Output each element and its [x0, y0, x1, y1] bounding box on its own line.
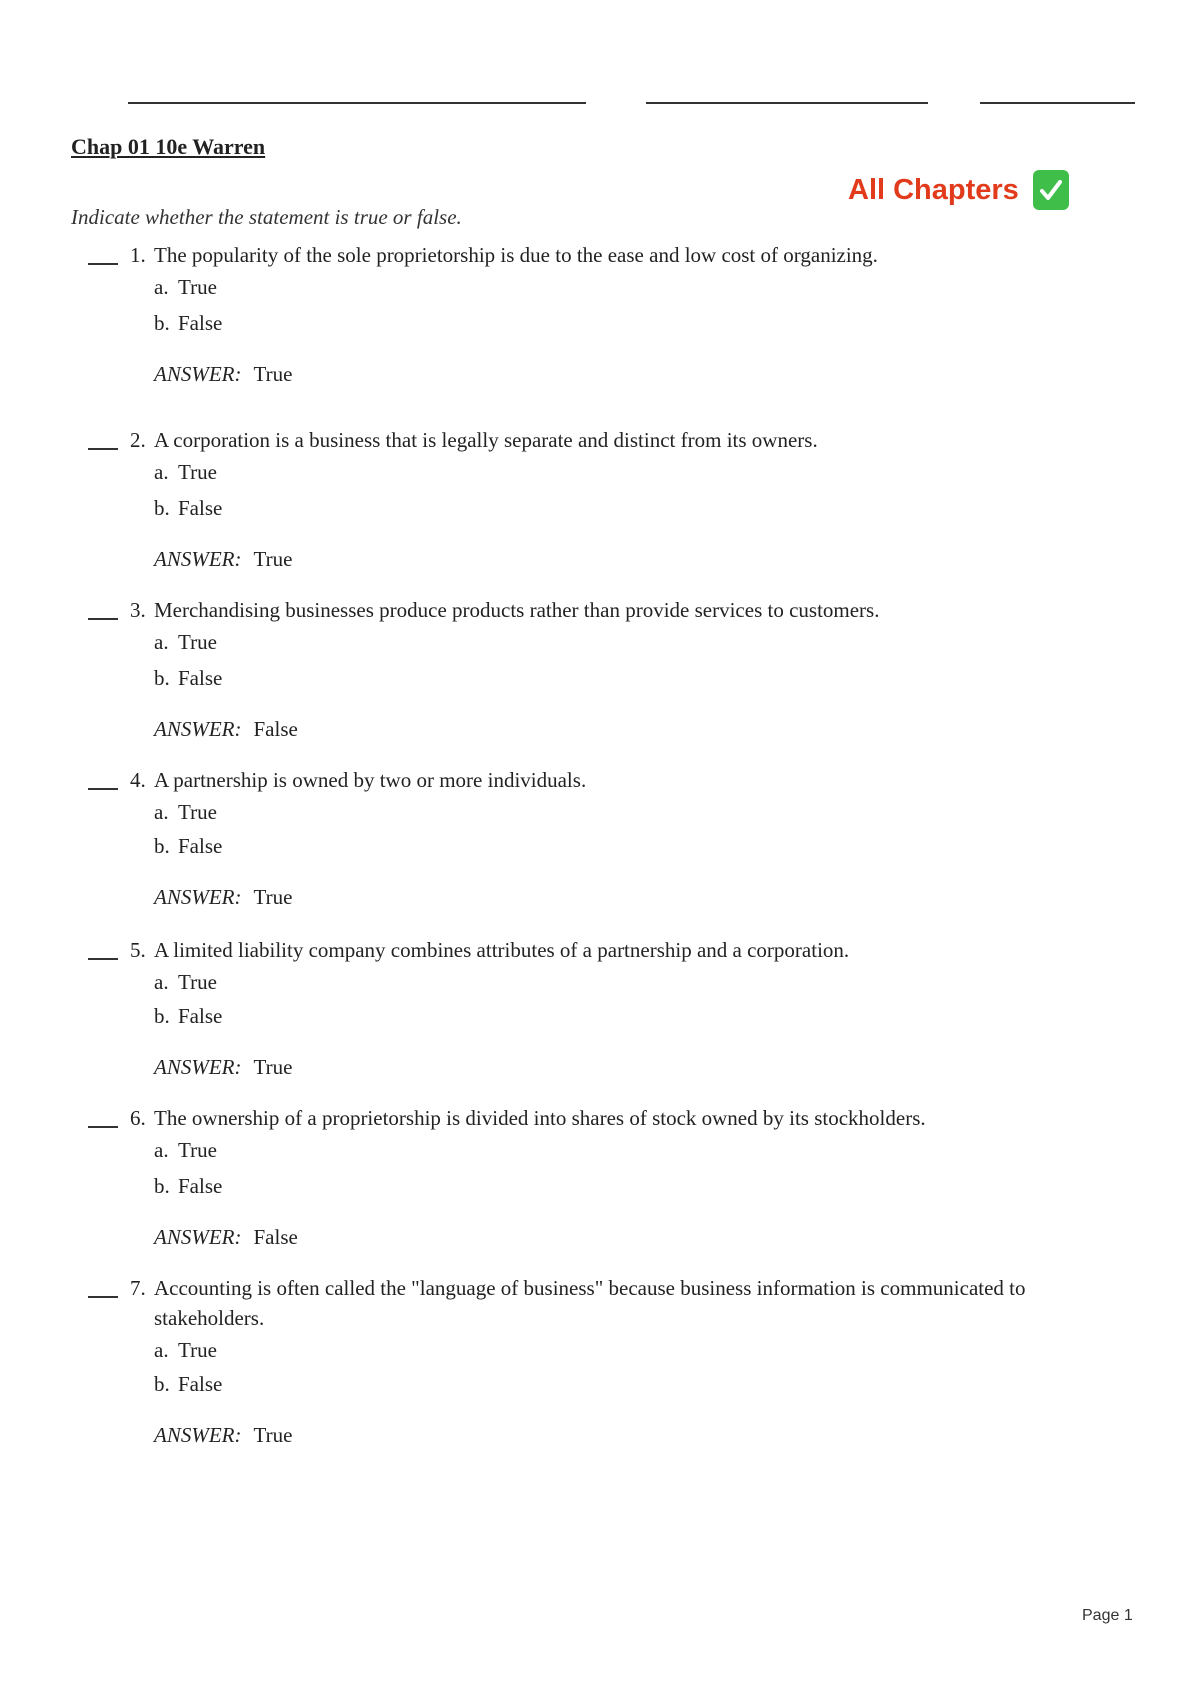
question-number: 3.: [130, 598, 146, 622]
answer-blank[interactable]: [88, 1126, 118, 1128]
answer-line: ANSWER: True: [154, 1055, 293, 1079]
option-false: b. False: [154, 666, 223, 690]
answer-value: True: [253, 547, 293, 571]
answer-value: True: [253, 362, 293, 386]
option-true: a. True: [154, 630, 217, 654]
option-true: a. True: [154, 1338, 217, 1362]
answer-value: True: [253, 1423, 293, 1447]
answer-blank[interactable]: [88, 448, 118, 450]
question-number: 6.: [130, 1106, 146, 1130]
question-number: 5.: [130, 938, 146, 962]
instructions: Indicate whether the statement is true or false.: [71, 205, 462, 229]
question-text: A corporation is a business that is legally separate and distinct from its owners.: [154, 428, 818, 452]
option-true: a. True: [154, 1138, 217, 1162]
option-false: b. False: [154, 311, 223, 335]
answer-value: False: [253, 1225, 298, 1249]
answer-value: True: [253, 1055, 293, 1079]
option-false: b. False: [154, 1372, 223, 1396]
question-number: 4.: [130, 768, 146, 792]
option-true: a. True: [154, 970, 217, 994]
all-chapters-badge[interactable]: [848, 168, 1069, 212]
answer-line: ANSWER: True: [154, 1423, 293, 1447]
question-text: Accounting is often called the "language of business" because business information is communicated to stakeholders.: [154, 1276, 1026, 1330]
option-true: a. True: [154, 460, 217, 484]
check-icon: [1033, 170, 1069, 210]
option-false: b. False: [154, 496, 223, 520]
name-line: [128, 102, 586, 104]
option-true: a. True: [154, 275, 217, 299]
option-true: a. True: [154, 800, 217, 824]
question-text: A partnership is owned by two or more individuals.: [154, 768, 587, 792]
answer-value: True: [253, 885, 293, 909]
question-number: 2.: [130, 428, 146, 452]
answer-line: ANSWER: True: [154, 362, 293, 386]
option-false: b. False: [154, 834, 223, 858]
date-line: [980, 102, 1135, 104]
answer-line: ANSWER: False: [154, 717, 298, 741]
document-title: Chap 01 10e Warren: [71, 134, 266, 159]
answer-blank[interactable]: [88, 788, 118, 790]
option-false: b. False: [154, 1174, 223, 1198]
question-text: Merchandising businesses produce products rather than provide services to customers.: [154, 598, 880, 622]
page-number: Page 1: [1082, 1607, 1133, 1624]
all-chapters-label: All Chapters: [848, 173, 1019, 206]
answer-blank[interactable]: [88, 618, 118, 620]
answer-line: ANSWER: True: [154, 885, 293, 909]
answer-value: False: [253, 717, 298, 741]
question-number: 1.: [130, 243, 146, 267]
question-text: The popularity of the sole proprietorship is due to the ease and low cost of organizing.: [154, 243, 878, 267]
answer-blank[interactable]: [88, 1296, 118, 1298]
option-false: b. False: [154, 1004, 223, 1028]
class-line: [646, 102, 928, 104]
question-text: The ownership of a proprietorship is divided into shares of stock owned by its stockholders.: [154, 1106, 926, 1130]
answer-blank[interactable]: [88, 263, 118, 265]
answer-blank[interactable]: [88, 958, 118, 960]
question-text: A limited liability company combines attributes of a partnership and a corporation.: [154, 938, 850, 962]
answer-line: ANSWER: False: [154, 1225, 298, 1249]
answer-line: ANSWER: True: [154, 547, 293, 571]
question-number: 7.: [130, 1276, 146, 1300]
